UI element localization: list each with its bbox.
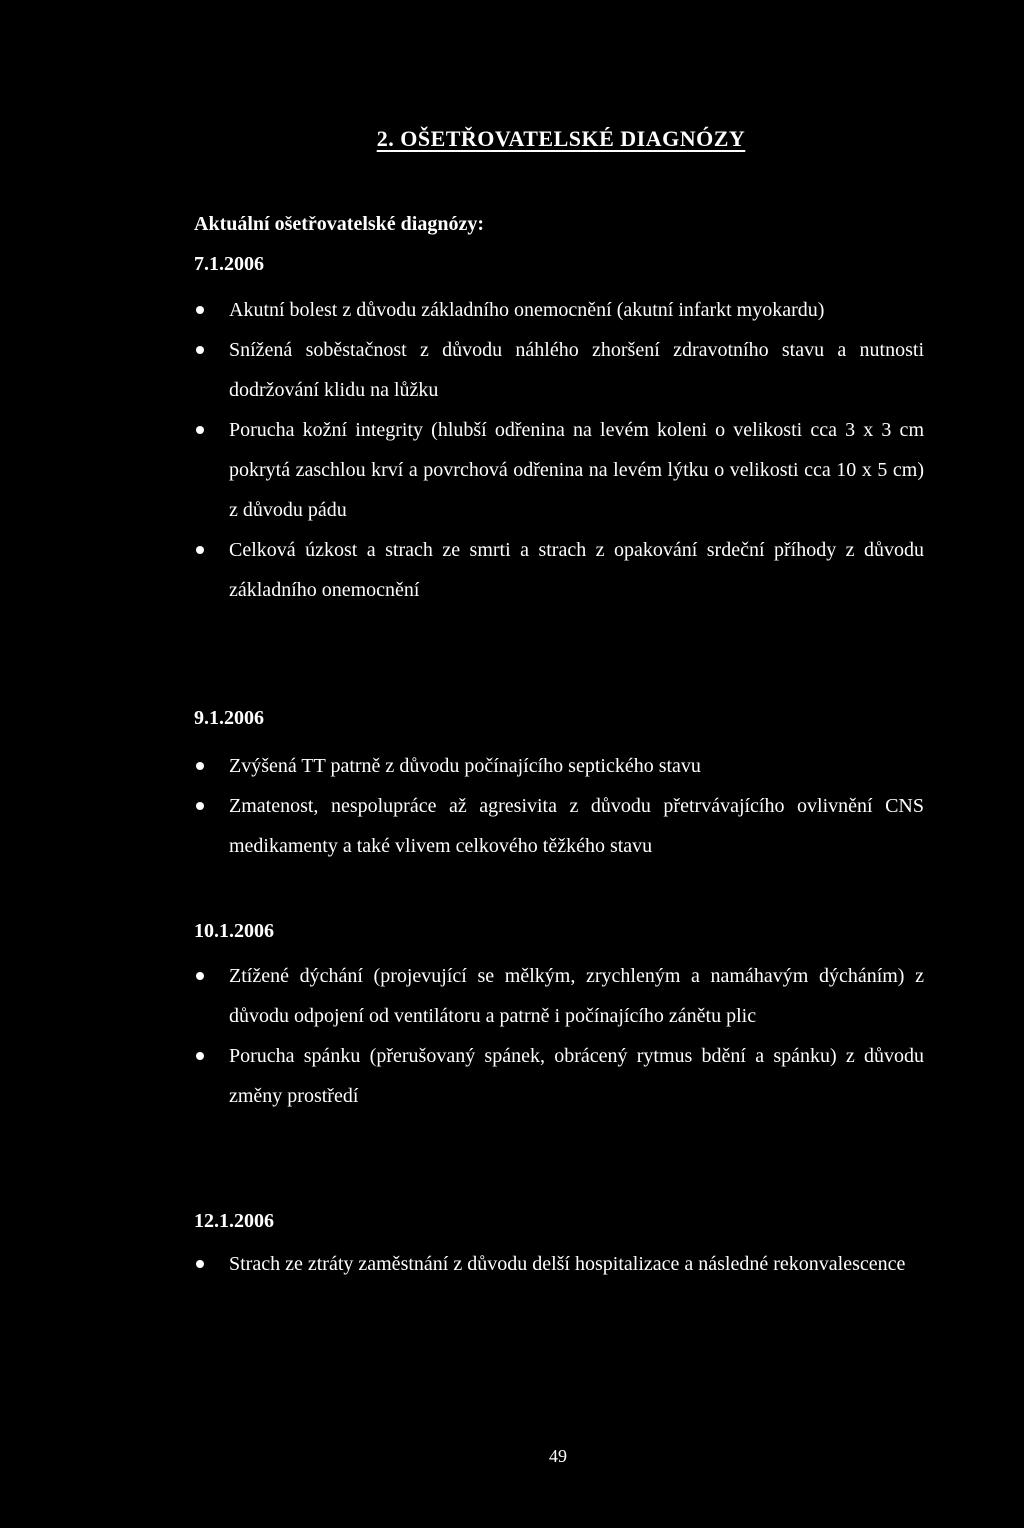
diagnosis-item: [194, 330, 924, 410]
bullet-icon: [196, 802, 204, 810]
diagnosis-list: [194, 290, 924, 610]
date-heading: 7.1.2006: [194, 253, 264, 275]
bullet-icon: [196, 1260, 204, 1268]
diagnosis-text: Zmatenost, nespolupráce až agresivita z důvodu přetrvávajícího ovlivnění CNS medikamenty a také vlivem celkového těžkého stavu: [229, 795, 924, 857]
diagnosis-text: Snížená soběstačnost z důvodu náhlého zhoršení zdravotního stavu a nutnosti dodržování klidu na lůžku: [229, 339, 924, 401]
diagnosis-list: [194, 1244, 924, 1284]
bullet-icon: [196, 1052, 204, 1060]
bullet-icon: [196, 346, 204, 354]
diagnosis-text: Strach ze ztráty zaměstnání z důvodu delší hospitalizace a následné rekonvalescence: [229, 1253, 906, 1275]
section-title: Aktuální ošetřovatelské diagnózy:: [194, 213, 484, 235]
date-heading: 10.1.2006: [194, 920, 274, 942]
diagnosis-list: [194, 746, 924, 866]
date-heading: 9.1.2006: [194, 707, 264, 729]
diagnosis-item: [194, 290, 924, 330]
diagnosis-item: [194, 410, 924, 530]
diagnosis-text: Porucha kožní integrity (hlubší odřenina na levém koleni o velikosti cca 3 x 3 cm pokrytá zaschlou krví a povrchová odřenina na levém lýtku o velikosti cca 10 x 5 cm) z důvodu pádu: [229, 419, 924, 521]
diagnosis-text: Ztížené dýchání (projevující se mělkým, zrychleným a namáhavým dýcháním) z důvodu odpojení od ventilátoru a patrně i počínajícího zánětu plic: [229, 965, 924, 1027]
bullet-icon: [196, 972, 204, 980]
diagnosis-item: [194, 786, 924, 866]
bullet-icon: [196, 426, 204, 434]
diagnosis-text: Zvýšená TT patrně z důvodu počínajícího septického stavu: [229, 755, 701, 777]
diagnosis-text: Celková úzkost a strach ze smrti a strach z opakování srdeční příhody z důvodu základního onemocnění: [229, 539, 924, 601]
diagnosis-text: Porucha spánku (přerušovaný spánek, obrácený rytmus bdění a spánku) z důvodu změny prostředí: [229, 1045, 924, 1107]
diagnosis-list: [194, 956, 924, 1116]
diagnosis-item: [194, 956, 924, 1036]
diagnosis-item: [194, 1036, 924, 1116]
diagnosis-item: [194, 746, 924, 786]
page-number: 49: [549, 1446, 567, 1466]
bullet-icon: [196, 306, 204, 314]
bullet-icon: [196, 546, 204, 554]
diagnosis-item: [194, 1244, 924, 1284]
bullet-icon: [196, 762, 204, 770]
date-heading: 12.1.2006: [194, 1210, 274, 1232]
chapter-title: 2. OŠETŘOVATELSKÉ DIAGNÓZY: [376, 126, 746, 151]
diagnosis-text: Akutní bolest z důvodu základního onemocnění (akutní infarkt myokardu): [229, 299, 825, 321]
diagnosis-item: [194, 530, 924, 610]
